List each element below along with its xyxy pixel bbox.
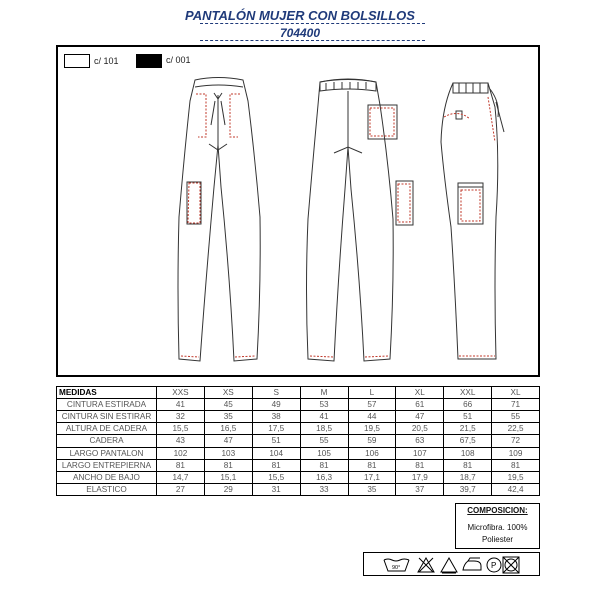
measurement-value: 55 [300, 435, 348, 447]
measurement-value: 53 [300, 399, 348, 411]
measurement-value: 108 [444, 447, 492, 459]
code-underline [200, 40, 425, 41]
measurement-value: 103 [204, 447, 252, 459]
measurement-row [57, 423, 540, 435]
measurement-value: 35 [348, 483, 396, 495]
measurement-value: 27 [157, 483, 205, 495]
size-header: XXL [444, 387, 492, 399]
measurement-label: ANCHO DE BAJO [57, 471, 157, 483]
measurement-value: 15,5 [252, 471, 300, 483]
measurement-value: 14,7 [157, 471, 205, 483]
measurement-value: 15,1 [204, 471, 252, 483]
measurement-value: 81 [157, 459, 205, 471]
composition-line-2: Poliester [481, 535, 514, 544]
measurement-value: 29 [204, 483, 252, 495]
measurement-value: 47 [396, 411, 444, 423]
measurement-value: 35 [204, 411, 252, 423]
measurement-value: 81 [204, 459, 252, 471]
measurement-value: 16,3 [300, 471, 348, 483]
measurement-row [57, 483, 540, 495]
measurements-header: MEDIDAS [57, 387, 157, 399]
dry-clean-p-icon [487, 558, 501, 572]
title-underline [200, 23, 425, 24]
measurement-row [57, 471, 540, 483]
measurement-value: 32 [157, 411, 205, 423]
side-stitching [444, 97, 495, 356]
front-view-sketch [178, 78, 260, 362]
tumble-dry-icon [441, 558, 457, 573]
measurement-value: 59 [348, 435, 396, 447]
back-stitching [310, 108, 410, 357]
measurement-value: 21,5 [444, 423, 492, 435]
composition-box [455, 503, 540, 549]
measurement-value: 81 [492, 459, 540, 471]
size-header: S [252, 387, 300, 399]
measurement-value: 107 [396, 447, 444, 459]
measurement-value: 81 [300, 459, 348, 471]
measurement-value: 43 [157, 435, 205, 447]
care-symbols-box [363, 552, 540, 576]
measurement-value: 45 [204, 399, 252, 411]
measurement-row [57, 399, 540, 411]
measurement-value: 42,4 [492, 483, 540, 495]
back-view-sketch [307, 79, 414, 361]
wash-temp-label: 90° [392, 565, 401, 571]
measurement-value: 81 [252, 459, 300, 471]
measurement-value: 63 [396, 435, 444, 447]
measurement-label: ELASTICO [57, 483, 157, 495]
document-title: PANTALÓN MUJER CON BOLSILLOS [185, 8, 415, 23]
measurement-value: 67,5 [444, 435, 492, 447]
measurement-value: 37 [396, 483, 444, 495]
no-bleach-icon [418, 558, 434, 572]
size-header: L [348, 387, 396, 399]
measurement-label: CADERA [57, 435, 157, 447]
measurement-row [57, 411, 540, 423]
size-header: XXS [157, 387, 205, 399]
measurement-label: CINTURA SIN ESTIRAR [57, 411, 157, 423]
measurement-value: 38 [252, 411, 300, 423]
measurement-value: 17,9 [396, 471, 444, 483]
product-code: 704400 [279, 26, 321, 40]
composition-title: COMPOSICION: [467, 506, 528, 515]
measurement-value: 15,5 [157, 423, 205, 435]
measurement-value: 41 [157, 399, 205, 411]
measurement-label: LARGO PANTALON [57, 447, 157, 459]
measurement-value: 66 [444, 399, 492, 411]
measurement-value: 71 [492, 399, 540, 411]
size-header-row [57, 387, 540, 399]
measurement-value: 17,1 [348, 471, 396, 483]
measurement-value: 33 [300, 483, 348, 495]
measurement-value: 22,5 [492, 423, 540, 435]
size-header: XL [396, 387, 444, 399]
measurement-value: 81 [444, 459, 492, 471]
measurement-value: 51 [252, 435, 300, 447]
measurement-row [57, 459, 540, 471]
measurement-value: 47 [204, 435, 252, 447]
measurement-label: LARGO ENTREPIERNA [57, 459, 157, 471]
measurement-value: 61 [396, 399, 444, 411]
measurement-value: 55 [492, 411, 540, 423]
measurement-value: 20,5 [396, 423, 444, 435]
measurement-value: 17,5 [252, 423, 300, 435]
measurement-value: 31 [252, 483, 300, 495]
measurement-value: 104 [252, 447, 300, 459]
measurement-value: 105 [300, 447, 348, 459]
measurement-value: 106 [348, 447, 396, 459]
measurements-table [56, 386, 540, 496]
measurement-value: 72 [492, 435, 540, 447]
measurement-value: 18,7 [444, 471, 492, 483]
measurement-value: 19,5 [492, 471, 540, 483]
size-header: XS [204, 387, 252, 399]
measurement-value: 44 [348, 411, 396, 423]
measurement-value: 109 [492, 447, 540, 459]
measurement-value: 81 [396, 459, 444, 471]
wash-90-icon [384, 559, 409, 571]
size-header: M [300, 387, 348, 399]
measurement-value: 39,7 [444, 483, 492, 495]
technical-drawing-panel [56, 45, 540, 377]
measurement-value: 57 [348, 399, 396, 411]
composition-line-1: Microfibra. 100% [467, 523, 528, 532]
measurement-label: CINTURA ESTIRADA [57, 399, 157, 411]
measurement-value: 16,5 [204, 423, 252, 435]
pants-technical-sketches [58, 47, 538, 375]
measurement-row [57, 435, 540, 447]
color-label-001: c/ 001 [166, 55, 191, 65]
dry-clean-letter: P [491, 561, 497, 570]
measurement-value: 51 [444, 411, 492, 423]
do-not-tumble-dry-icon [503, 557, 519, 573]
measurement-value: 18,5 [300, 423, 348, 435]
iron-icon [463, 558, 481, 570]
measurement-value: 41 [300, 411, 348, 423]
measurement-value: 19,5 [348, 423, 396, 435]
measurement-label: ALTURA DE CADERA [57, 423, 157, 435]
measurement-value: 102 [157, 447, 205, 459]
color-label-101: c/ 101 [94, 56, 119, 66]
measurement-row [57, 447, 540, 459]
measurement-value: 49 [252, 399, 300, 411]
measurement-value: 81 [348, 459, 396, 471]
size-header: XL [492, 387, 540, 399]
